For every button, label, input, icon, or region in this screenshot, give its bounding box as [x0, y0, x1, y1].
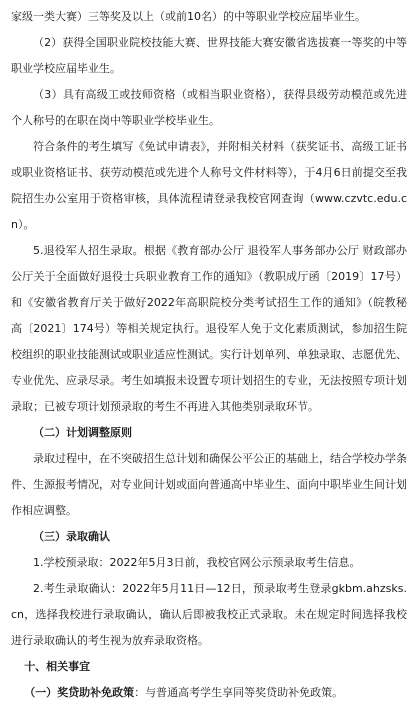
financial-aid-label: （一）奖贷助补免政策 [24, 686, 135, 699]
heading-plan-adjustment: （二）计划调整原则 [33, 426, 132, 439]
paragraph-application-procedure: 符合条件的考生填写《免试申请表》，并附相关材料（获奖证书、高级工证书或职业资格证书、获劳动模范或先进个人称号文件材料等），于4月6日前提交至我院招生办公室用于资格审核，具体流程请登录我校官网查询（www.czvtc.edu.cn）。 [11, 140, 407, 231]
paragraph-veteran-admission: 5.退役军人招生录取。根据《教育部办公厅 退役军人事务部办公厅 财政部办公厅关于全面做好退役士兵职业教育工作的通知》（教职成厅函〔2019〕17号）和《安徽省教育厅关于做好2022年高职院校分类考试招生工作的通知》（皖教秘高〔2021〕174号）等相关规定执行。退役军人免于文化素质测试，参加招生院校组织的职业技能测试或职业适应性测试。实行计划单列、单独录取、志愿优先、专业优先、应录尽录。考生如填报未设置专项计划招生的专业，无法按照专项计划录取；已被专项计划预录取的考生不再进入其他类别录取环节。 [11, 244, 407, 413]
paragraph-pre-admission: 1.学校预录取：2022年5月3日前，我校官网公示预录取考生信息。 [33, 556, 361, 569]
paragraph-confirmation: 2.考生录取确认：2022年5月11日—12日，预录取考生登录gkbm.ahzsks.cn，选择我校进行录取确认，确认后即被我校正式录取。未在规定时间选择我校进行录取确认的考生视为放弃录取资格。 [11, 582, 407, 647]
financial-aid-text: ：与普通高考学生享同等奖贷助补免政策。 [134, 686, 344, 699]
paragraph-financial-aid [11, 680, 407, 706]
paragraph-item-2: （2）获得全国职业院校技能大赛、世界技能大赛安徽省选拔赛一等奖的中等职业学校应届毕业生。 [11, 36, 407, 75]
heading-admission-confirmation: （三）录取确认 [33, 530, 110, 543]
heading-related-matters: 十、相关事宜 [24, 660, 91, 673]
paragraph-award-continued: 家级一类大赛）三等奖及以上（或前10名）的中等职业学校应届毕业生。 [11, 10, 366, 23]
paragraph-item-3: （3）具有高级工或技师资格（或相当职业资格），获得县级劳动模范或先进个人称号的在职在岗中等职业学校毕业生。 [11, 88, 407, 127]
paragraph-plan-adjustment: 录取过程中，在不突破招生总计划和确保公平公正的基础上，结合学校办学条件、生源报考情况，对专业间计划或面向普通高中毕业生、面向中职毕业生间计划作相应调整。 [11, 452, 407, 517]
